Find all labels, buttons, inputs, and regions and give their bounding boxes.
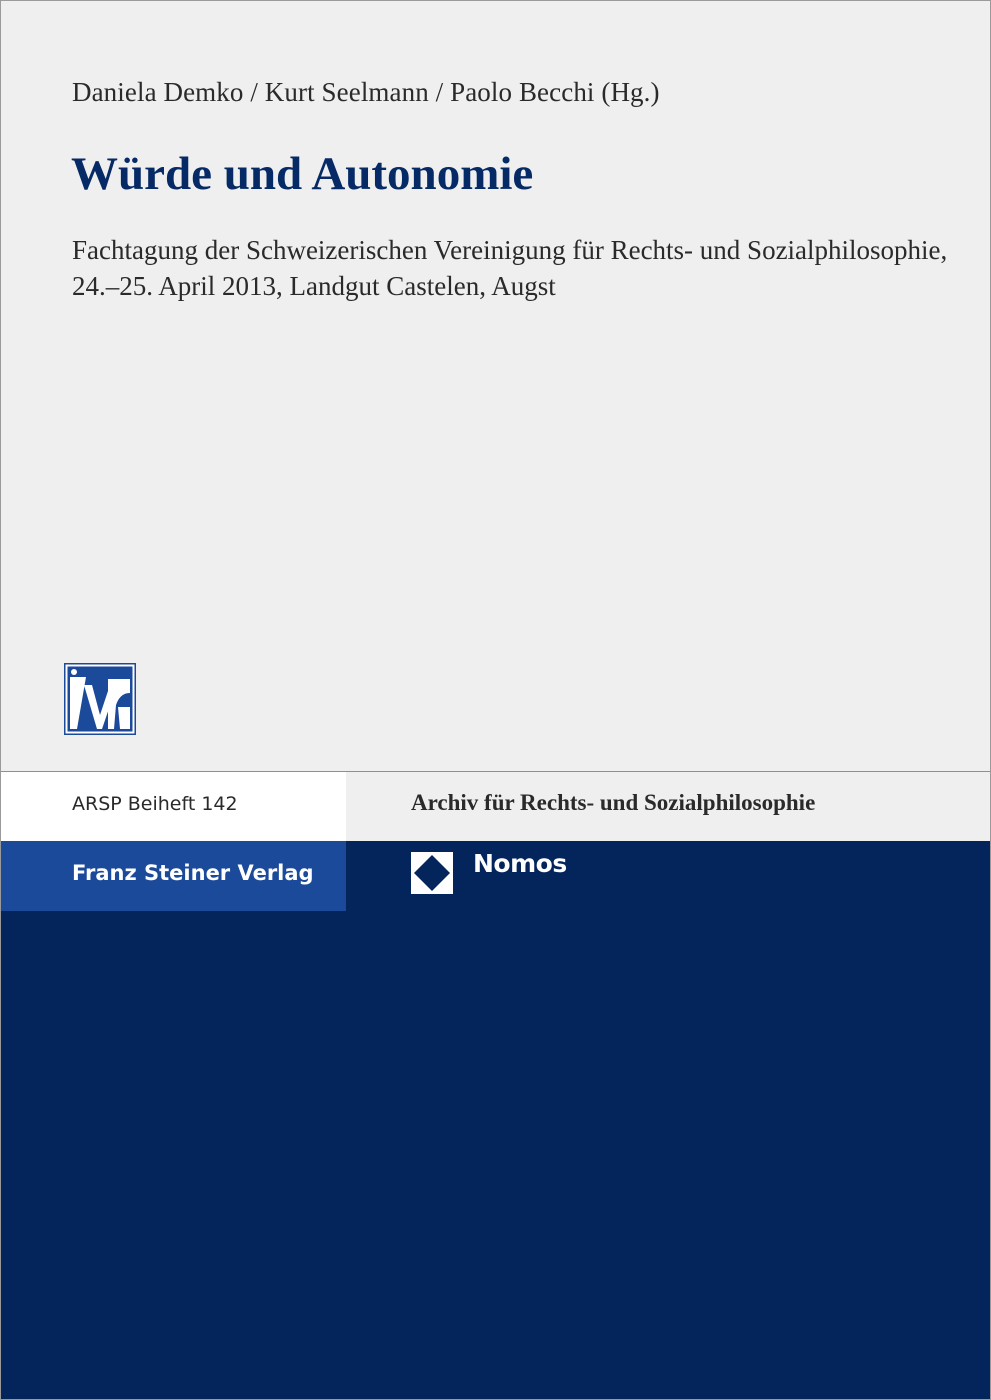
book-subtitle: Fachtagung der Schweizerischen Vereinigung für Rechts- und Sozialphilosophie, 24.–25. April 2013, Landgut Castelen, Augst — [72, 235, 948, 301]
book-title: Würde und Autonomie — [71, 148, 534, 200]
ivr-logo — [64, 663, 136, 735]
navy-panel — [1, 841, 991, 1400]
franz-steiner-label: Franz Steiner Verlag — [72, 861, 314, 885]
nomos-label: Nomos — [473, 849, 567, 878]
nomos-logo — [411, 852, 453, 894]
series-name: Archiv für Rechts- und Sozialphilosophie — [411, 790, 816, 815]
authors: Daniela Demko / Kurt Seelmann / Paolo Becchi (Hg.) — [72, 77, 660, 107]
series-label: ARSP Beiheft 142 — [72, 793, 238, 815]
